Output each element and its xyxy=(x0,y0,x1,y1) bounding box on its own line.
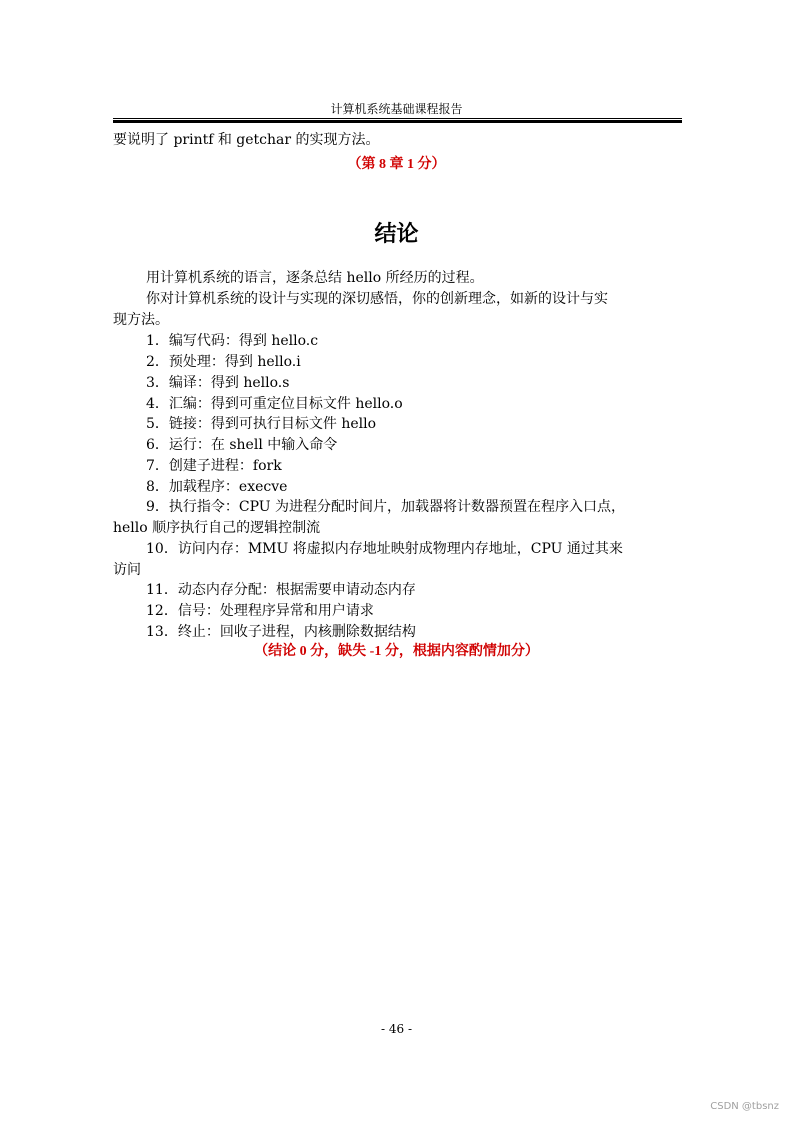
list-item-10-line-1: 10．访问内存：MMU 将虚拟内存地址映射成物理内存地址，CPU 通过其来 xyxy=(146,541,623,557)
list-item-12: 12．信号：处理程序异常和用户请求 xyxy=(146,603,374,619)
list-item-13: 13．终止：回收子进程，内核删除数据结构 xyxy=(146,624,416,640)
conclusion-paragraph-2-line-1: 你对计算机系统的设计与实现的深切感悟，你的创新理念，如新的设计与实 xyxy=(146,291,608,307)
list-item: 1．编写代码：得到 hello.c xyxy=(146,333,319,349)
list-item: 5．链接：得到可执行目标文件 hello xyxy=(146,416,377,432)
list-item: 2．预处理：得到 hello.i xyxy=(146,354,301,370)
page-number: - 46 - xyxy=(380,1022,412,1036)
list-item-10-line-2: 访问 xyxy=(113,562,141,578)
conclusion-paragraph-2-line-2: 现方法。 xyxy=(113,312,169,328)
intro-text: 要说明了 printf 和 getchar 的实现方法。 xyxy=(113,132,380,148)
page-header-title: 计算机系统基础课程报告 xyxy=(330,102,463,116)
list-item: 6．运行：在 shell 中输入命令 xyxy=(146,437,338,453)
header-rule-thick xyxy=(113,120,682,123)
list-item: 8．加载程序：execve xyxy=(146,479,288,495)
conclusion-score-note: （结论 0 分，缺失 -1 分，根据内容酌情加分） xyxy=(254,644,539,659)
conclusion-paragraph-1: 用计算机系统的语言，逐条总结 hello 所经历的过程。 xyxy=(146,270,484,286)
list-item: 7．创建子进程：fork xyxy=(146,458,282,474)
header-rule-thin xyxy=(113,118,682,119)
watermark: CSDN @tbsnz xyxy=(710,1101,779,1112)
list-item-11: 11．动态内存分配：根据需要申请动态内存 xyxy=(146,582,416,598)
header-double-rule xyxy=(113,118,682,124)
conclusion-heading: 结论 xyxy=(374,222,419,247)
list-item-9-line-1: 9．执行指令：CPU 为进程分配时间片，加载器将计数器预置在程序入口点， xyxy=(146,499,626,515)
list-item: 4．汇编：得到可重定位目标文件 hello.o xyxy=(146,396,403,412)
list-item: 3．编译：得到 hello.s xyxy=(146,375,290,391)
chapter-score-note: （第 8 章 1 分） xyxy=(347,157,446,172)
list-item-9-line-2: hello 顺序执行自己的逻辑控制流 xyxy=(113,520,321,536)
